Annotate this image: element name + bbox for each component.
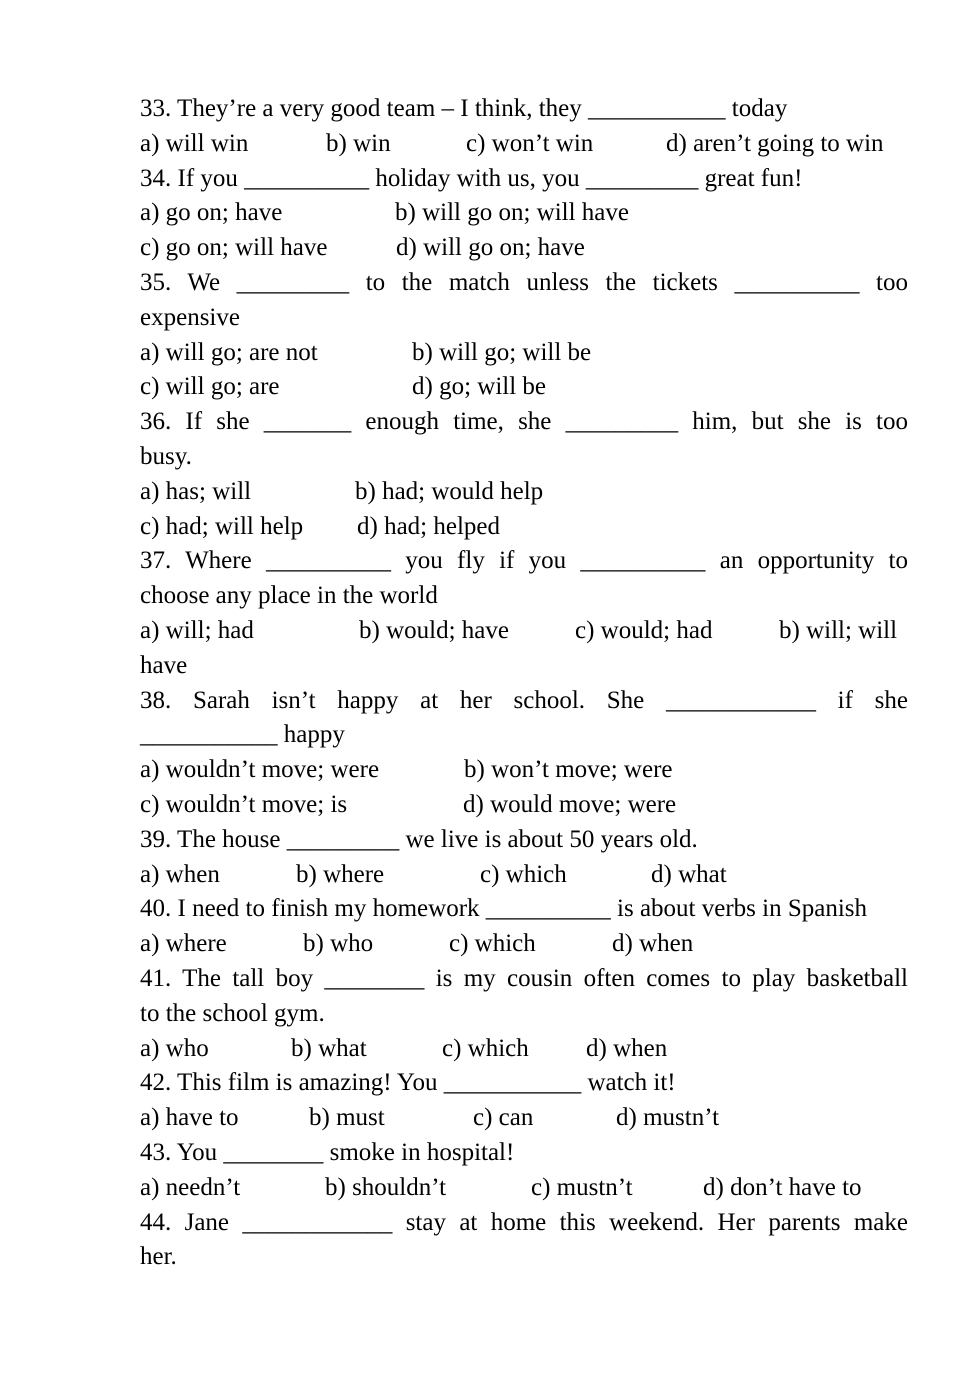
option-c: c) can xyxy=(473,1104,534,1132)
question-35-options-row-2 xyxy=(140,370,908,405)
question-41-stem-line-2: to the school gym. xyxy=(140,999,325,1027)
question-36-stem-line-1: 36. If she _______ enough time, she _________ him, but she is too xyxy=(140,408,908,436)
option-c: c) which xyxy=(449,930,536,958)
option-a: a) will go; are not xyxy=(140,338,318,366)
option-d: d) would move; were xyxy=(463,790,677,818)
question-38-stem-line-1: 38. Sarah isn’t happy at her school. She ____________ if she xyxy=(140,686,908,714)
question-38-options-row-1 xyxy=(140,753,908,788)
option-d: d) don’t have to xyxy=(703,1173,862,1201)
option-b-second: b) will; will xyxy=(779,616,898,644)
question-38-stem-line-2: ___________ happy xyxy=(140,721,345,749)
option-d: d) aren’t going to win xyxy=(666,129,884,157)
option-a: a) have to xyxy=(140,1104,239,1132)
question-39-stem: 39. The house _________ we live is about 50 years old. xyxy=(140,825,698,853)
option-b: b) win xyxy=(326,129,391,157)
option-a: a) go on; have xyxy=(140,199,283,227)
option-c: c) won’t win xyxy=(466,129,594,157)
question-42-stem: 42. This film is amazing! You ___________ watch it! xyxy=(140,1069,676,1097)
option-b: b) shouldn’t xyxy=(325,1173,447,1201)
question-35-stem-line-2: expensive xyxy=(140,303,240,331)
question-43-options xyxy=(140,1171,908,1206)
option-c: c) mustn’t xyxy=(531,1173,633,1201)
question-38-options-row-2 xyxy=(140,788,908,823)
option-c: c) will go; are xyxy=(140,373,280,401)
question-37-stem-line-2: choose any place in the world xyxy=(140,582,438,610)
worksheet-page xyxy=(140,92,908,1275)
option-d: d) mustn’t xyxy=(616,1104,720,1132)
option-b: b) would; have xyxy=(359,616,509,644)
option-a: a) needn’t xyxy=(140,1173,241,1201)
option-a: a) will win xyxy=(140,129,249,157)
question-44-stem-line-1: 44. Jane ____________ stay at home this weekend. Her parents make xyxy=(140,1208,908,1236)
option-b: b) will go; will be xyxy=(412,338,592,366)
option-a: a) when xyxy=(140,860,220,888)
option-d: d) will go on; have xyxy=(396,234,585,262)
option-c: c) go on; will have xyxy=(140,234,328,262)
option-b: b) where xyxy=(296,860,385,888)
option-b: b) must xyxy=(309,1104,385,1132)
option-d: d) go; will be xyxy=(412,373,547,401)
option-d: d) when xyxy=(612,930,694,958)
question-33-stem: 33. They’re a very good team – I think, they ___________ today xyxy=(140,95,788,122)
option-b: b) what xyxy=(291,1034,367,1062)
question-40-stem: 40. I need to finish my homework __________ is about verbs in Spanish xyxy=(140,895,868,923)
question-33-options xyxy=(140,127,908,162)
question-43-stem: 43. You ________ smoke in hospital! xyxy=(140,1138,515,1166)
question-40-options xyxy=(140,927,908,962)
question-41-options xyxy=(140,1032,908,1067)
question-35-options-row-1 xyxy=(140,336,908,371)
option-b: b) won’t move; were xyxy=(464,756,673,784)
question-37-stem-line-1: 37. Where __________ you fly if you __________ an opportunity to xyxy=(140,547,908,575)
question-42-options xyxy=(140,1101,908,1136)
question-36-options-row-1 xyxy=(140,475,908,510)
question-36-stem-line-2: busy. xyxy=(140,442,192,470)
option-a: a) where xyxy=(140,930,227,958)
option-b: b) had; would help xyxy=(355,477,544,505)
option-c: c) had; will help xyxy=(140,512,304,540)
question-35-stem-line-1: 35. We _________ to the match unless the tickets __________ too xyxy=(140,268,908,296)
option-d: d) had; helped xyxy=(357,512,501,540)
option-a: a) who xyxy=(140,1034,209,1062)
option-c: c) would; had xyxy=(575,616,713,644)
question-39-options xyxy=(140,858,908,893)
question-41-stem-line-1: 41. The tall boy ________ is my cousin often comes to play basketball xyxy=(140,964,908,992)
option-a: a) has; will xyxy=(140,477,252,505)
option-a: a) wouldn’t move; were xyxy=(140,756,380,784)
question-34-options-row-2 xyxy=(140,231,908,266)
question-44-stem-line-2: her. xyxy=(140,1243,177,1271)
question-34-options-row-1 xyxy=(140,196,908,231)
question-34-stem: 34. If you __________ holiday with us, you _________ great fun! xyxy=(140,164,803,192)
option-d: d) what xyxy=(651,860,727,888)
question-37-options xyxy=(140,614,908,649)
option-a: a) will; had xyxy=(140,616,254,644)
option-c: c) which xyxy=(442,1034,529,1062)
option-c: c) which xyxy=(480,860,567,888)
option-c: c) wouldn’t move; is xyxy=(140,790,348,818)
option-d: d) when xyxy=(586,1034,668,1062)
question-37-options-continuation: have xyxy=(140,651,188,679)
option-b: b) will go on; will have xyxy=(395,199,629,227)
option-b: b) who xyxy=(303,930,374,958)
question-36-options-row-2 xyxy=(140,510,908,545)
